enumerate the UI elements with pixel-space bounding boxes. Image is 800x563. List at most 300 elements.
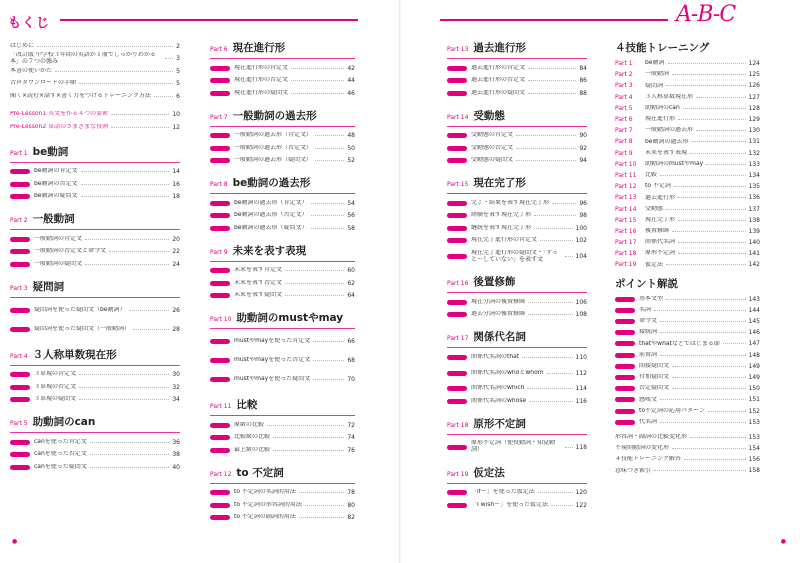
part-section <box>10 414 180 482</box>
page-number: 149 <box>748 362 760 370</box>
part-title: 原形不定詞 <box>473 417 526 430</box>
part-heading <box>210 175 355 191</box>
part-heading <box>10 211 180 227</box>
lesson-marker <box>615 297 635 302</box>
lesson-marker <box>447 133 467 138</box>
part-number: Part 9 <box>615 149 633 157</box>
training-title: ４技能トレーニング <box>615 42 710 54</box>
page-number: 124 <box>748 60 760 68</box>
lesson-marker <box>210 377 230 382</box>
page-number: 12 <box>172 123 180 131</box>
page-number: 6 <box>176 92 180 100</box>
part-heading <box>210 108 355 124</box>
toc-entry <box>10 394 180 407</box>
toc-entry <box>10 436 180 449</box>
page-number: 98 <box>579 212 587 220</box>
leader-dots <box>672 388 746 389</box>
training-heading <box>615 40 760 56</box>
part-section <box>10 347 180 415</box>
extras-list <box>615 432 760 477</box>
entry-label: 過去進行形 <box>645 194 676 201</box>
entry-label: 受動態 <box>645 205 664 212</box>
toc-entry <box>447 247 587 266</box>
leader-dots <box>129 310 170 311</box>
leader-dots <box>528 80 576 81</box>
part-section <box>210 108 355 176</box>
leader-dots <box>311 215 345 216</box>
page-number: 5 <box>176 67 180 75</box>
part-section <box>447 40 587 108</box>
leader-dots <box>37 46 173 47</box>
part-section <box>10 279 180 347</box>
leader-dots <box>55 71 173 72</box>
leader-dots <box>313 341 344 342</box>
leader-dots <box>672 377 746 378</box>
toc-entry <box>447 130 587 143</box>
page-number: 96 <box>579 199 587 207</box>
toc-entry <box>615 181 760 192</box>
lesson-marker <box>10 440 30 445</box>
page-number: 14 <box>172 168 180 176</box>
part-title: 一般動詞の過去形 <box>232 109 317 122</box>
lesson-marker <box>447 91 467 96</box>
leader-dots <box>660 422 746 423</box>
leader-dots <box>666 85 746 86</box>
toc-entry <box>210 277 355 290</box>
part-label: Part 16 <box>447 280 469 287</box>
entry-label: canを使った否定文 <box>34 451 87 458</box>
leader-dots <box>299 517 344 518</box>
entry-label: be動詞の過去形 <box>645 138 689 145</box>
leader-dots <box>79 83 173 84</box>
part-heading <box>10 347 180 363</box>
part-title: 過去進行形 <box>473 42 526 54</box>
entry-label: 受動態の肯定文 <box>471 132 514 139</box>
part-rule <box>210 193 355 194</box>
toc-entry <box>10 301 180 320</box>
leader-dots <box>311 203 345 204</box>
entry-label: 命令文 <box>639 318 658 325</box>
leader-dots <box>565 447 573 448</box>
part-rule <box>10 229 180 230</box>
lesson-marker <box>210 226 230 231</box>
page-number: 82 <box>347 514 355 522</box>
toc-entry <box>615 361 760 372</box>
toc-entry <box>10 65 180 78</box>
page-number: 129 <box>748 116 760 124</box>
page-number: 74 <box>347 434 355 442</box>
part-number: Part 4 <box>615 93 633 101</box>
part-label: Part 6 <box>210 46 228 53</box>
leader-dots <box>672 74 746 75</box>
entry-label: 「if～」を使った仮定法 <box>471 489 535 496</box>
leader-dots <box>111 127 169 128</box>
part-heading <box>210 243 355 259</box>
entry-label: be動詞の疑問文 <box>34 193 78 200</box>
toc-entry <box>615 405 760 416</box>
entry-label: be動詞 <box>645 60 665 67</box>
part-title: 現在進行形 <box>232 42 286 54</box>
page-number: 5 <box>176 80 180 88</box>
entry-label: 現在完了進行形の疑問文・「ずっと～していない」を表す文 <box>471 249 558 263</box>
entry-label: to 不定詞の副詞的用法 <box>234 514 296 521</box>
page-number: 150 <box>748 385 760 393</box>
entry-label: 疑問詞を使った疑問文（一般動詞） <box>34 325 131 332</box>
part-heading <box>10 414 180 430</box>
entry-label: 比較 <box>645 172 658 179</box>
part-label: Part 4 <box>10 352 28 360</box>
lesson-marker <box>447 445 467 450</box>
toc-entry <box>10 258 180 271</box>
entry-label: 付加疑問文 <box>639 374 670 381</box>
toc-entry <box>447 499 587 512</box>
lesson-marker <box>210 91 230 96</box>
toc-entry <box>615 350 760 361</box>
page-number: 118 <box>575 443 587 451</box>
part-rule <box>447 292 587 293</box>
page-number: 68 <box>347 357 355 364</box>
toc-entry <box>615 192 760 203</box>
part-number: Part 14 <box>615 205 637 213</box>
page-number: 30 <box>172 371 180 379</box>
leader-dots <box>678 253 746 254</box>
toc-entry <box>615 215 760 226</box>
lesson-marker <box>210 448 230 453</box>
entry-label: canを使った肯定文 <box>34 438 87 445</box>
part-title: be動詞の過去形 <box>232 177 311 189</box>
toc-entry <box>447 87 587 100</box>
page-number: 90 <box>579 132 587 140</box>
entry-label: mustやmayを使った肯定文 <box>234 338 311 345</box>
leader-dots <box>111 114 169 115</box>
leader-dots <box>315 135 344 136</box>
part-number: Part 2 <box>615 71 633 79</box>
lesson-marker <box>615 308 635 313</box>
entry-label: 助動詞のmustやmay <box>645 160 704 167</box>
page-number: 78 <box>347 489 355 497</box>
lesson-marker <box>447 201 467 206</box>
toc-column-3 <box>447 40 587 520</box>
leader-dots <box>540 240 573 241</box>
leader-dots <box>516 160 576 161</box>
lesson-marker <box>615 319 635 324</box>
leader-dots <box>528 68 576 69</box>
page-number: 126 <box>748 82 760 90</box>
toc-entry <box>210 210 355 223</box>
toc-entry <box>447 155 587 168</box>
toc-entry <box>615 58 760 69</box>
toc-entry <box>210 290 355 303</box>
leader-dots <box>315 160 344 161</box>
lesson-marker <box>10 169 30 174</box>
leader-dots <box>529 401 572 402</box>
points-list <box>615 294 760 428</box>
part-rule <box>10 365 180 366</box>
leader-dots <box>696 130 746 131</box>
leader-dots <box>684 459 746 460</box>
toc-entry <box>210 62 355 75</box>
page-number: 137 <box>748 205 760 213</box>
entry-label: ３単現の否定文 <box>34 383 77 390</box>
page-number: 34 <box>172 396 180 404</box>
lesson-marker <box>447 213 467 218</box>
leader-dots <box>660 321 746 322</box>
part-label: Part 13 <box>447 46 469 53</box>
entry-label: 感嘆文 <box>639 396 658 403</box>
toc-entry <box>615 443 760 454</box>
entry-label: 名詞 <box>639 307 652 314</box>
part-number: Part 16 <box>615 227 637 235</box>
page-number: 136 <box>748 194 760 202</box>
lesson-marker <box>615 409 635 414</box>
lesson-marker <box>10 237 30 242</box>
lesson-marker <box>10 465 30 470</box>
page-marker-right: ● <box>780 538 786 545</box>
entry-label: はじめに <box>10 42 35 49</box>
entry-label: Pre-Lesson2 単語のさまざまな役割 <box>10 123 109 130</box>
entry-label: 一般動詞の過去形（疑問文） <box>234 157 313 164</box>
toc-entry <box>615 92 760 103</box>
part-title: ３人称単数現在形 <box>32 348 117 361</box>
lesson-marker <box>10 385 30 390</box>
page-number: 92 <box>579 144 587 152</box>
lesson-marker <box>210 133 230 138</box>
part-label: Part 3 <box>10 284 28 292</box>
toc-column-4 <box>615 40 760 477</box>
entry-label: 一般動詞の肯定文 <box>34 235 83 242</box>
entry-label: 現在完了進行形の肯定文 <box>471 237 538 244</box>
leader-dots <box>81 196 170 197</box>
toc-entry <box>615 159 760 170</box>
part-rule <box>210 58 355 59</box>
leader-dots <box>708 411 746 412</box>
part-number: Part 12 <box>615 183 637 191</box>
part-heading <box>210 310 355 326</box>
page-number: 48 <box>347 132 355 140</box>
page-number: 127 <box>748 93 760 101</box>
toc-entry <box>615 125 760 136</box>
entry-label: 「改訂版 中学校３年間の英語が１冊でしっかりわかる本」の７つの強み <box>10 52 156 65</box>
part-label: Part 11 <box>210 403 232 410</box>
leader-dots <box>79 399 169 400</box>
part-title: 未来を表す表現 <box>232 244 307 257</box>
entry-label: 関係代名詞のthat <box>471 353 520 360</box>
lesson-marker <box>210 213 230 218</box>
entry-label: 疑問詞を使った疑問文（be動詞） <box>34 306 126 313</box>
toc-entry <box>10 246 180 259</box>
toc-entry <box>447 210 587 223</box>
leader-dots <box>552 203 576 204</box>
part-rule <box>447 193 587 194</box>
leader-dots <box>285 283 344 284</box>
page-number: 147 <box>748 340 760 348</box>
toc-entry <box>10 178 180 191</box>
entry-label: 受動態の否定文 <box>471 144 514 151</box>
lesson-marker <box>210 146 230 151</box>
lesson-marker <box>210 293 230 298</box>
page-number: 138 <box>748 216 760 224</box>
leader-dots <box>678 119 746 120</box>
page-number: 153 <box>748 433 760 441</box>
part-label: Part 10 <box>210 316 232 323</box>
toc-entry <box>210 432 355 445</box>
page-number: 20 <box>172 235 180 243</box>
lesson-marker <box>447 355 467 360</box>
page-number: 76 <box>347 446 355 454</box>
part-rule <box>447 483 587 484</box>
leader-dots <box>672 366 746 367</box>
leader-dots <box>273 437 344 438</box>
leader-dots <box>154 96 173 97</box>
page-number: 144 <box>748 306 760 314</box>
leader-dots <box>690 153 746 154</box>
entry-label: 原形不定詞 <box>645 250 676 257</box>
lesson-marker <box>615 420 635 425</box>
lesson-marker <box>210 339 230 344</box>
part-number: Part 6 <box>615 116 633 124</box>
part-label: Part 1 <box>10 149 28 157</box>
page-number: 146 <box>748 329 760 337</box>
part-number: Part 13 <box>615 194 637 202</box>
entry-label: 現在完了形 <box>645 216 676 223</box>
lesson-marker <box>447 300 467 305</box>
toc-entry <box>10 109 180 122</box>
part-label: Part 18 <box>447 421 469 429</box>
page-number: 62 <box>347 279 355 287</box>
header-rule-right <box>440 19 668 21</box>
toc-entry <box>447 395 587 408</box>
lesson-marker <box>10 262 30 267</box>
toc-entry <box>10 53 180 66</box>
part-label: Part 7 <box>210 113 228 121</box>
toc-column-1 <box>10 40 180 482</box>
entry-label: 原形不定詞（使役動詞・知覚動詞） <box>471 440 556 453</box>
leader-dots <box>706 164 745 165</box>
toc-entry <box>447 383 587 396</box>
lesson-marker <box>447 312 467 317</box>
leader-dots <box>690 437 746 438</box>
part-number: Part 11 <box>615 171 637 179</box>
leader-dots <box>313 379 344 380</box>
toc-entry <box>210 332 355 351</box>
entry-label: 一般動詞の否定文と命令文 <box>34 248 107 255</box>
page-number: 133 <box>748 160 760 168</box>
toc-entry <box>615 148 760 159</box>
entry-label: 形容詞・副詞の比較変化形 <box>615 434 688 441</box>
page-number: 66 <box>347 338 355 345</box>
entry-label: 比較級の比較 <box>234 434 271 441</box>
leader-dots <box>79 374 169 375</box>
part-heading <box>10 279 180 295</box>
toc-entry <box>10 369 180 382</box>
leader-dots <box>666 299 746 300</box>
part-label: Part 2 <box>10 217 28 224</box>
leader-dots <box>660 399 746 400</box>
entry-label: 本書の使いかた <box>10 67 53 74</box>
lesson-marker <box>10 182 30 187</box>
entry-label: 未来を表す否定文 <box>234 279 283 286</box>
toc-entry <box>615 305 760 316</box>
toc-entry <box>615 259 760 270</box>
toc-entry <box>10 320 180 339</box>
page-number: 38 <box>172 451 180 459</box>
lesson-marker <box>447 399 467 404</box>
entry-label: 助動詞のcan <box>645 105 680 112</box>
page-number: 145 <box>748 318 760 326</box>
leader-dots <box>678 220 746 221</box>
toc-entry <box>447 197 587 210</box>
entry-label: 一般動詞の過去形（肯定文） <box>234 132 313 139</box>
toc-entry <box>615 465 760 476</box>
page-number: 54 <box>347 199 355 207</box>
page-number: 58 <box>347 224 355 232</box>
toc-entry <box>210 142 355 155</box>
leader-dots <box>547 373 573 374</box>
leader-dots <box>528 302 573 303</box>
page-number: 100 <box>575 224 587 232</box>
entry-label: 関係代名詞 <box>645 239 676 246</box>
entry-label: 一般動詞の疑問文 <box>34 260 83 267</box>
page-number: 86 <box>579 77 587 85</box>
leader-dots <box>285 295 344 296</box>
leader-dots <box>692 141 746 142</box>
entry-label: 関係代名詞のwhoとwhom <box>471 369 544 376</box>
toc-entry <box>447 438 587 457</box>
lesson-marker <box>210 268 230 273</box>
entry-label: to不定詞の応用パターン <box>639 407 705 414</box>
page-number: 40 <box>172 463 180 471</box>
leader-dots <box>723 343 746 344</box>
leader-dots <box>81 171 170 172</box>
page-number: 88 <box>579 89 587 97</box>
page-number: 22 <box>172 248 180 256</box>
entry-label: 最上級の比較 <box>234 446 271 453</box>
part-section <box>210 175 355 243</box>
entry-label: 現在進行形の疑問文 <box>234 89 289 96</box>
part-number: Part 19 <box>615 261 637 269</box>
page-number: 152 <box>748 407 760 415</box>
page-number: 60 <box>347 267 355 275</box>
part-heading <box>210 397 355 413</box>
toc-entry <box>210 130 355 143</box>
page-number: 141 <box>748 250 760 258</box>
lesson-marker <box>10 372 30 377</box>
entry-label: 一般動詞の過去形 <box>645 127 694 134</box>
entry-label: 間接疑問文 <box>639 362 670 369</box>
page-number: 153 <box>748 418 760 426</box>
part-rule <box>210 415 355 416</box>
page-number: 114 <box>575 385 587 393</box>
page-number: 52 <box>347 157 355 165</box>
page-number: 125 <box>748 71 760 79</box>
entry-label: to 不定詞 <box>645 183 671 190</box>
part-rule <box>10 432 180 433</box>
toc-entry <box>10 449 180 462</box>
part-number: Part 17 <box>615 239 637 247</box>
part-rule <box>447 434 587 435</box>
page-number: 46 <box>347 89 355 97</box>
page-number: 50 <box>347 144 355 152</box>
part-section <box>210 465 355 533</box>
part-section <box>447 416 587 465</box>
lesson-marker <box>447 254 467 259</box>
toc-entry <box>10 461 180 474</box>
page-number: 139 <box>748 227 760 235</box>
page-number: 156 <box>748 456 760 464</box>
toc-entry <box>615 114 760 125</box>
toc-entry <box>615 432 760 443</box>
part-title: 疑問詞 <box>32 280 65 293</box>
